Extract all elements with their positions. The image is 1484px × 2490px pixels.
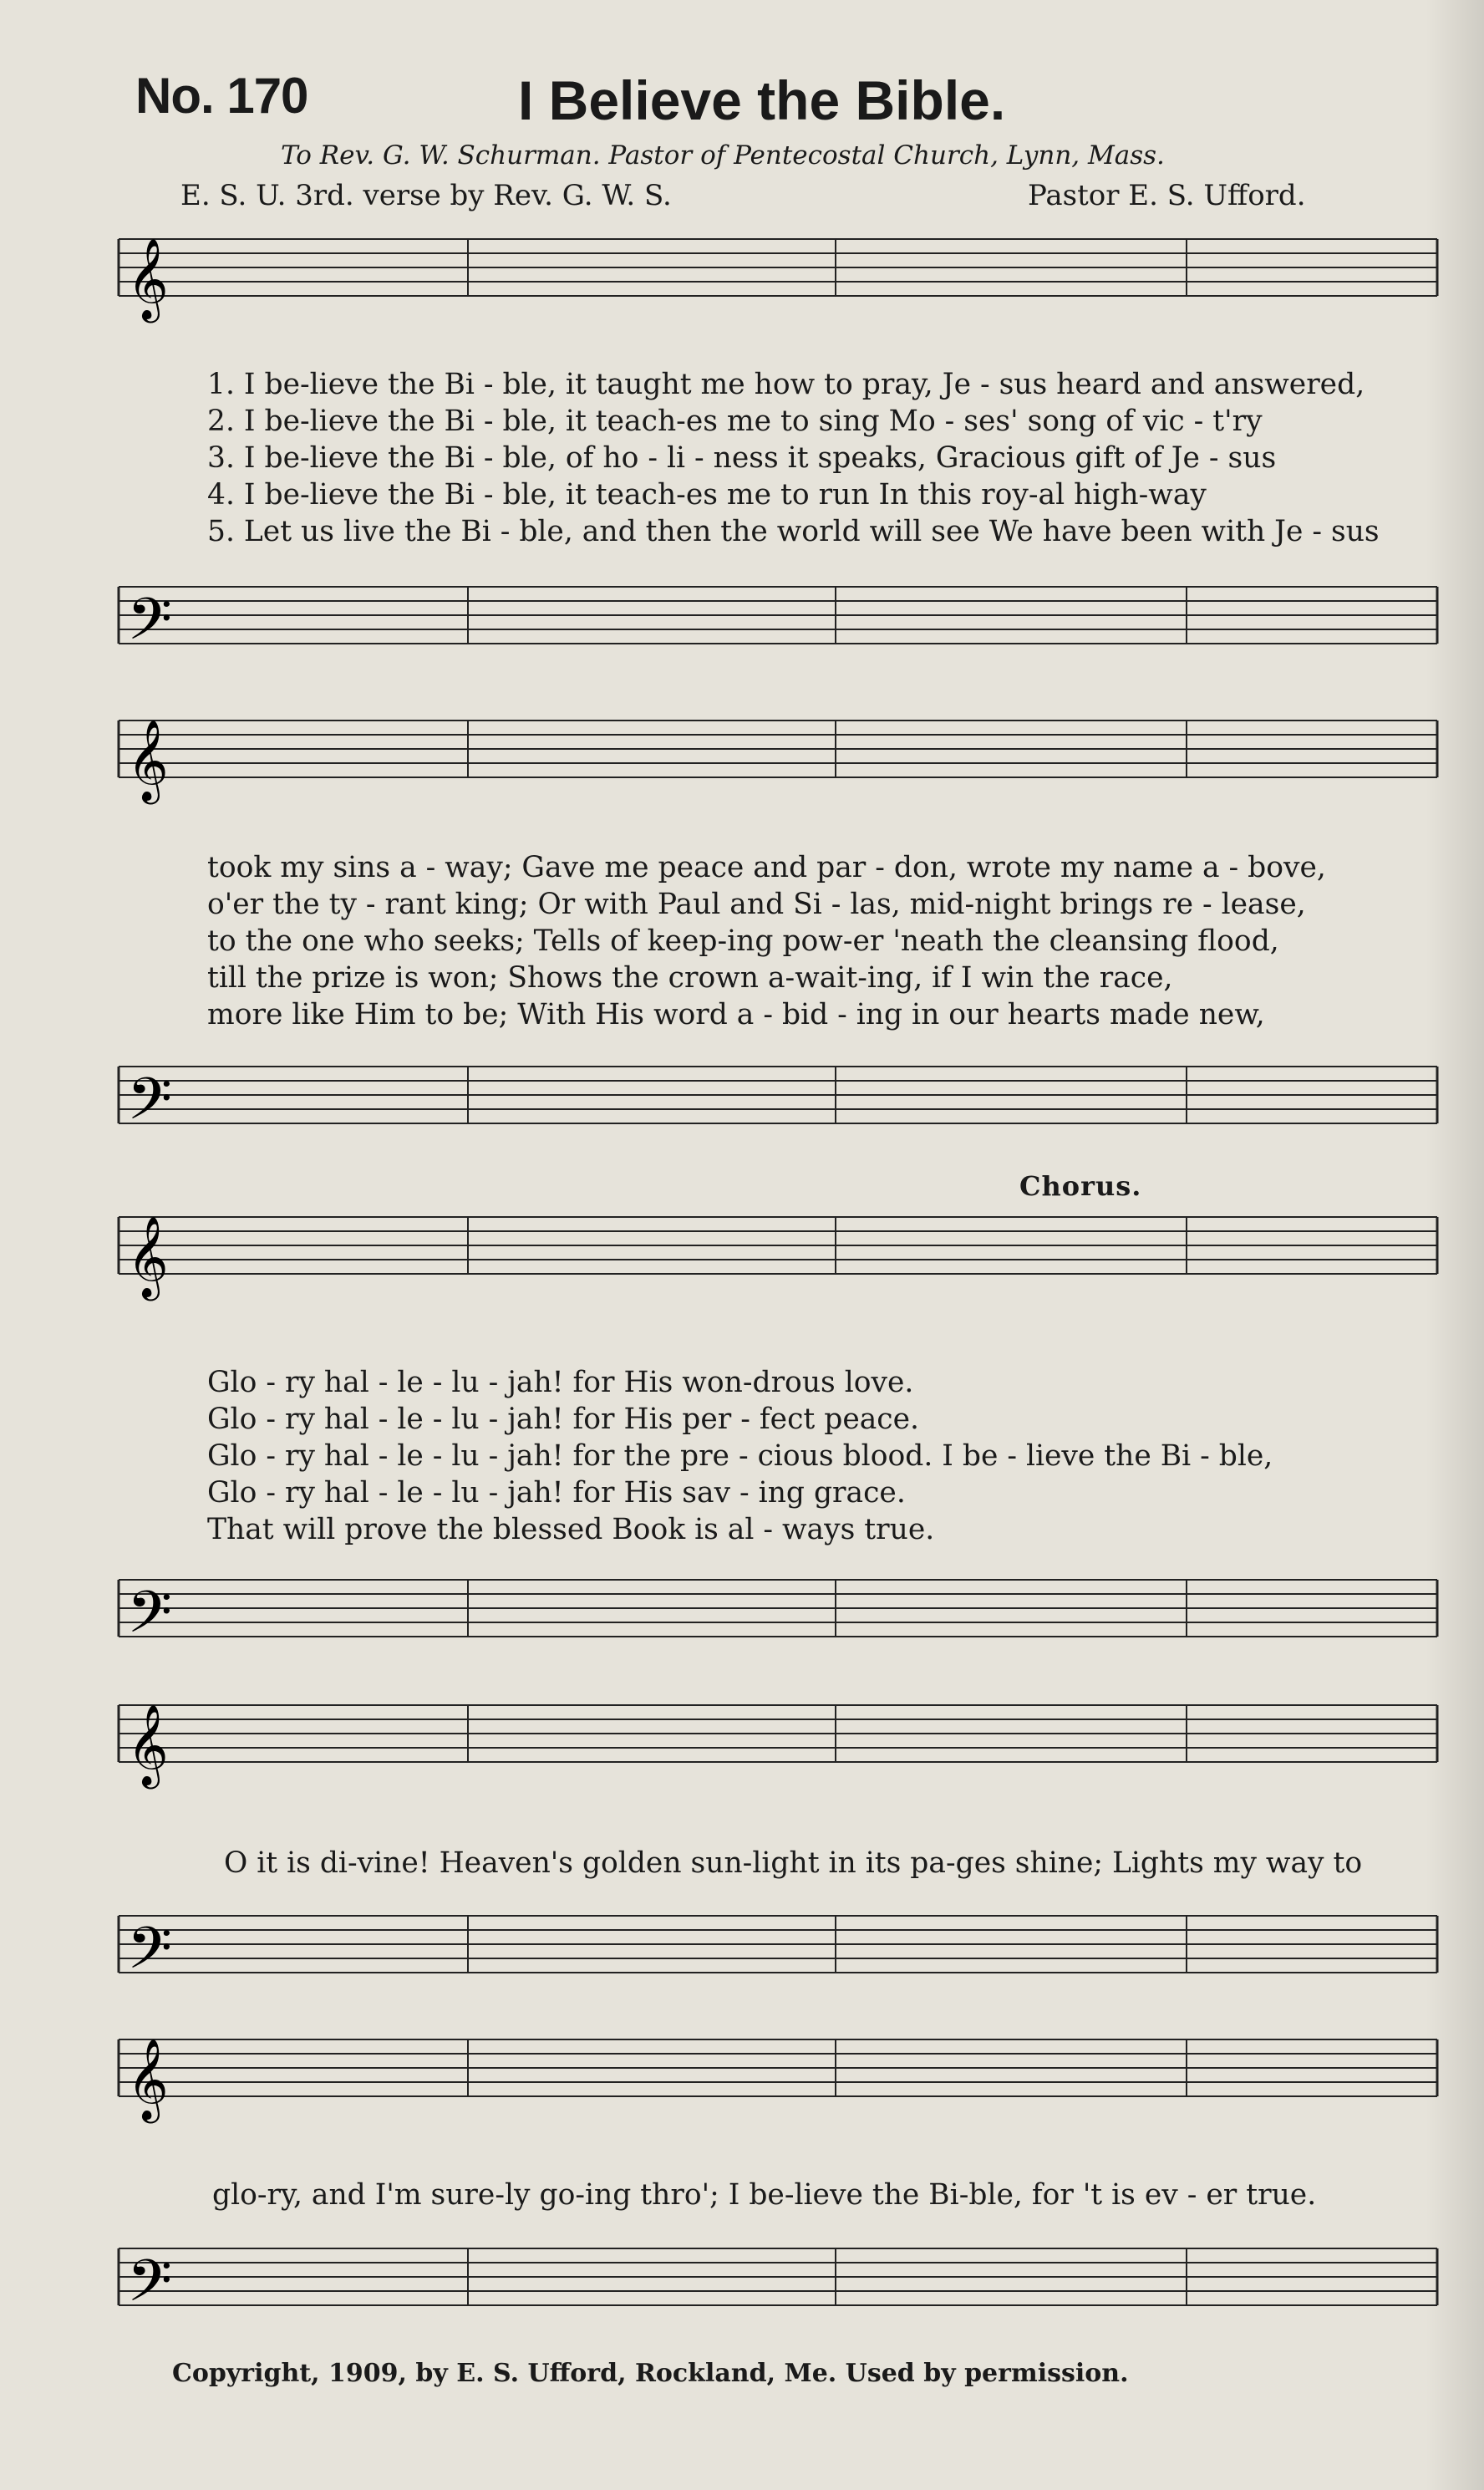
bass-staff-5 [119, 2247, 1437, 2329]
clef-icon: 𝄞 [127, 1703, 169, 1785]
clef-icon: 𝄞 [127, 719, 169, 801]
clef-icon: 𝄢 [127, 1578, 173, 1660]
clef-icon: 𝄞 [127, 237, 169, 319]
lyric-line: 4. I be-lieve the Bi - ble, it teach-es me to run In this roy-al high-way [207, 478, 1207, 512]
chorus-lyrics-line2 [212, 2177, 1316, 2213]
hymn-number: No. 170 [135, 68, 308, 124]
music-credit: Pastor E. S. Ufford. [1028, 179, 1306, 212]
lyric-line: That will prove the blessed Book is al - ways true. [207, 1513, 935, 1546]
clef-icon: 𝄢 [127, 1914, 173, 1996]
clef-icon: 𝄢 [127, 585, 173, 667]
clef-icon: 𝄞 [127, 2038, 169, 2120]
lyric-line: 3. I be-lieve the Bi - ble, of ho - li - ness it speaks, Gracious gift of Je - sus [207, 441, 1277, 475]
lyric-line: till the prize is won; Shows the crown a-wait-ing, if I win the race, [207, 961, 1173, 995]
lyric-line: to the one who seeks; Tells of keep-ing pow-er 'neath the cleansing flood, [207, 924, 1279, 958]
lyric-line: Glo - ry hal - le - lu - jah! for His per - fect peace. [207, 1403, 920, 1436]
lyric-line: Glo - ry hal - le - lu - jah! for His sav - ing grace. [207, 1476, 906, 1510]
chorus-label: Chorus. [1019, 1170, 1142, 1202]
clef-icon: 𝄢 [127, 1065, 173, 1147]
lyric-line: glo-ry, and I'm sure-ly go-ing thro'; I be-lieve the Bi-ble, for 't is ev - er true. [212, 2178, 1317, 2212]
copyright-notice: Copyright, 1909, by E. S. Ufford, Rockland, Me. Used by permission. [172, 2359, 1129, 2388]
lyric-line: o'er the ty - rant king; Or with Paul and Si - las, mid-night brings re - lease, [207, 888, 1306, 921]
lyric-line: more like Him to be; With His word a - bid - ing in our hearts made new, [207, 998, 1265, 1031]
lyric-line: 1. I be-lieve the Bi - ble, it taught me how to pray, Je - sus heard and answered, [207, 368, 1365, 401]
clef-icon: 𝄢 [127, 2247, 173, 2329]
lyric-line: took my sins a - way; Gave me peace and par - don, wrote my name a - bove, [207, 851, 1326, 884]
lyric-line: Glo - ry hal - le - lu - jah! for the pre - cious blood. I be - lieve the Bi - ble, [207, 1439, 1273, 1473]
hymn-title: I Believe the Bible. [518, 69, 1006, 131]
treble-staff-5 [119, 2038, 1437, 2123]
lyric-line: 2. I be-lieve the Bi - ble, it teach-es me to sing Mo - ses' song of vic - t'ry [207, 405, 1263, 438]
lyric-line: 5. Let us live the Bi - ble, and then the world will see We have been with Je - sus [207, 515, 1380, 548]
words-credit: E. S. U. 3rd. verse by Rev. G. W. S. [180, 179, 672, 212]
clef-icon: 𝄞 [127, 1215, 169, 1297]
lyric-line: Glo - ry hal - le - lu - jah! for His won-drous love. [207, 1366, 914, 1399]
dedication: To Rev. G. W. Schurman. Pastor of Pentecostal Church, Lynn, Mass. [281, 140, 1165, 171]
lyric-line: O it is di-vine! Heaven's golden sun-light in its pa-ges shine; Lights my way to [224, 1846, 1363, 1880]
